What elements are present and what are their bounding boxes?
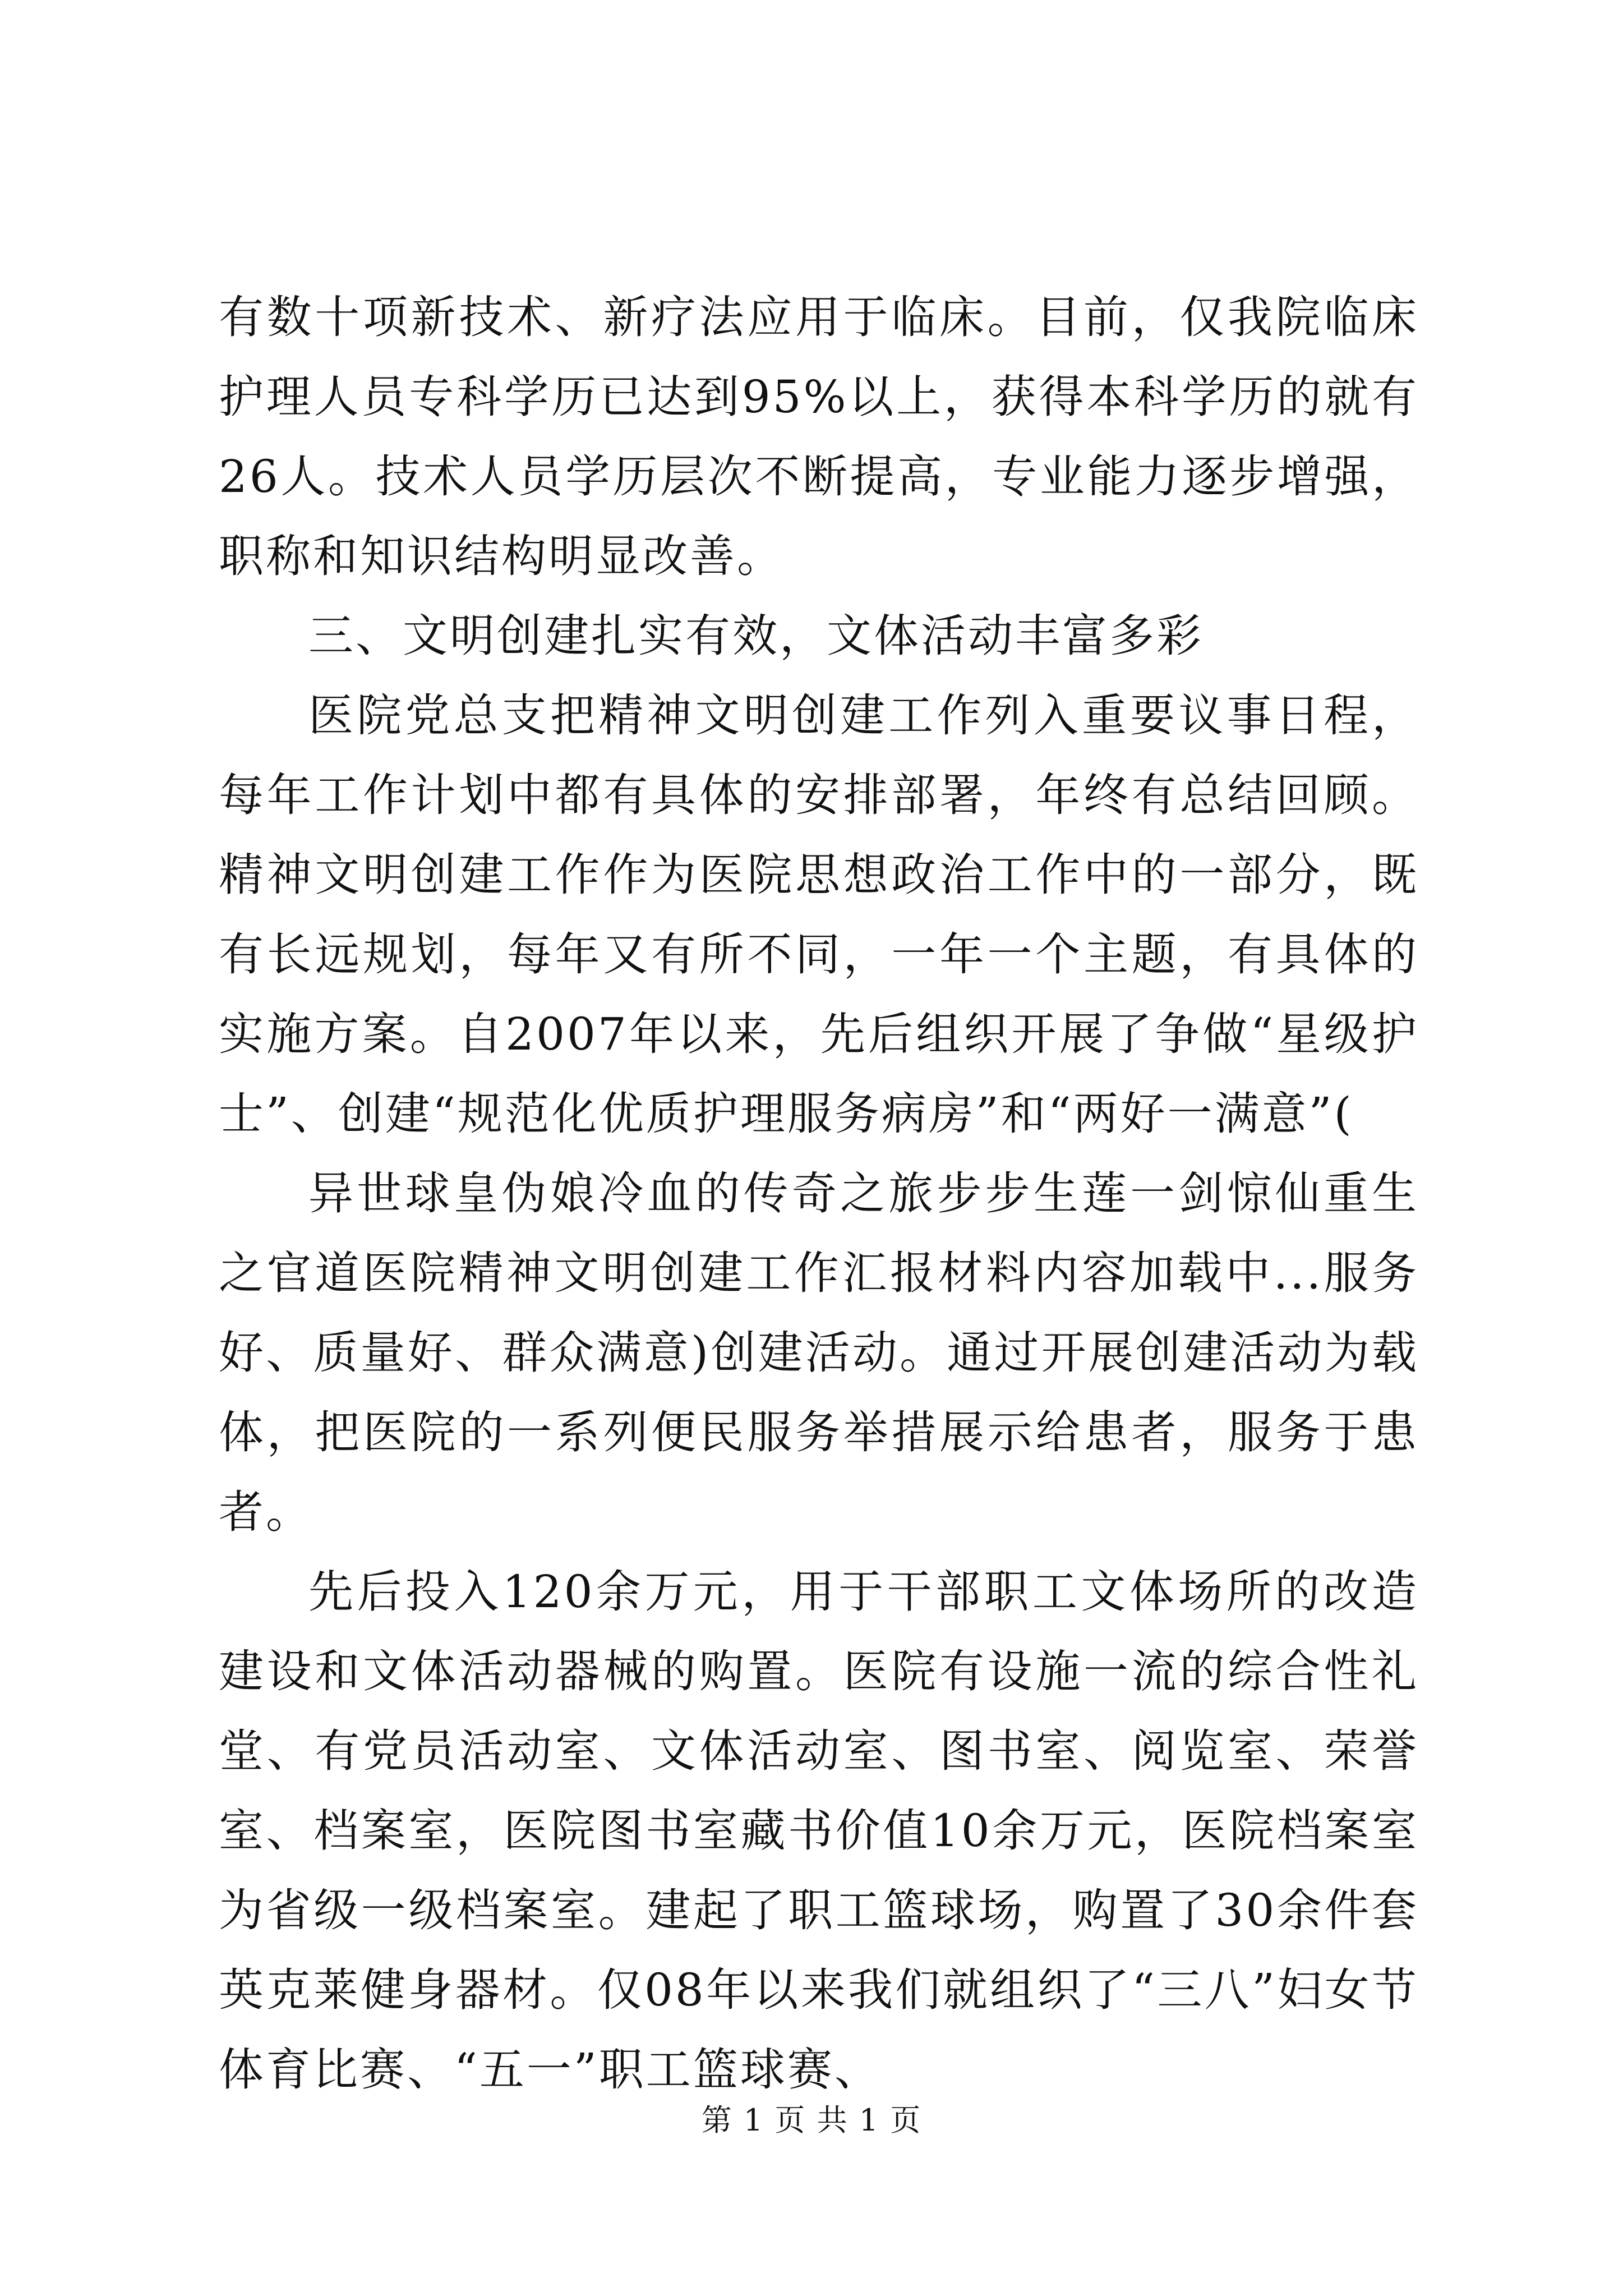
page-footer: 第 1 页 共 1 页: [701, 2102, 922, 2138]
document-body: [219, 278, 1419, 2110]
section-heading: 三、文明创建扎实有效，文体活动丰富多彩: [308, 610, 1204, 662]
paragraph-2: 医院党总支把精神文明创建工作列入重要议事日程，每年工作计划中都有具体的安排部署，年终有总结回顾。精神文明创建工作作为医院思想政治工作中的一部分，既有长远规划，每年又有所不同，一年一个主题，有具体的实施方案。自2007年以来，先后组织开展了争做“星级护士”、创建“规范化优质护理服务病房”和“两好一满意”(: [219, 689, 1419, 1140]
paragraph-1: 有数十项新技术、新疗法应用于临床。目前，仅我院临床护理人员专科学历已达到95%以上，获得本科学历的就有26人。技术人员学历层次不断提高，专业能力逐步增强，职称和知识结构明显改善。: [219, 291, 1419, 582]
paragraph-4: 先后投入120余万元，用于干部职工文体场所的改造建设和文体活动器械的购置。医院有设施一流的综合性礼堂、有党员活动室、文体活动室、图书室、阅览室、荣誉室、档案室，医院图书室藏书价值10余万元，医院档案室为省级一级档案室。建起了职工篮球场，购置了30余件套英克莱健身器材。仅08年以来我们就组织了“三八”妇女节体育比赛、“五一”职工篮球赛、: [219, 1566, 1419, 2096]
paragraph-3: 异世球皇伪娘冷血的传奇之旅步步生莲一剑惊仙重生之官道医院精神文明创建工作汇报材料内容加载中...服务好、质量好、群众满意)创建活动。通过开展创建活动为载体，把医院的一系列便民服务举措展示给患者，服务于患者。: [219, 1167, 1419, 1538]
